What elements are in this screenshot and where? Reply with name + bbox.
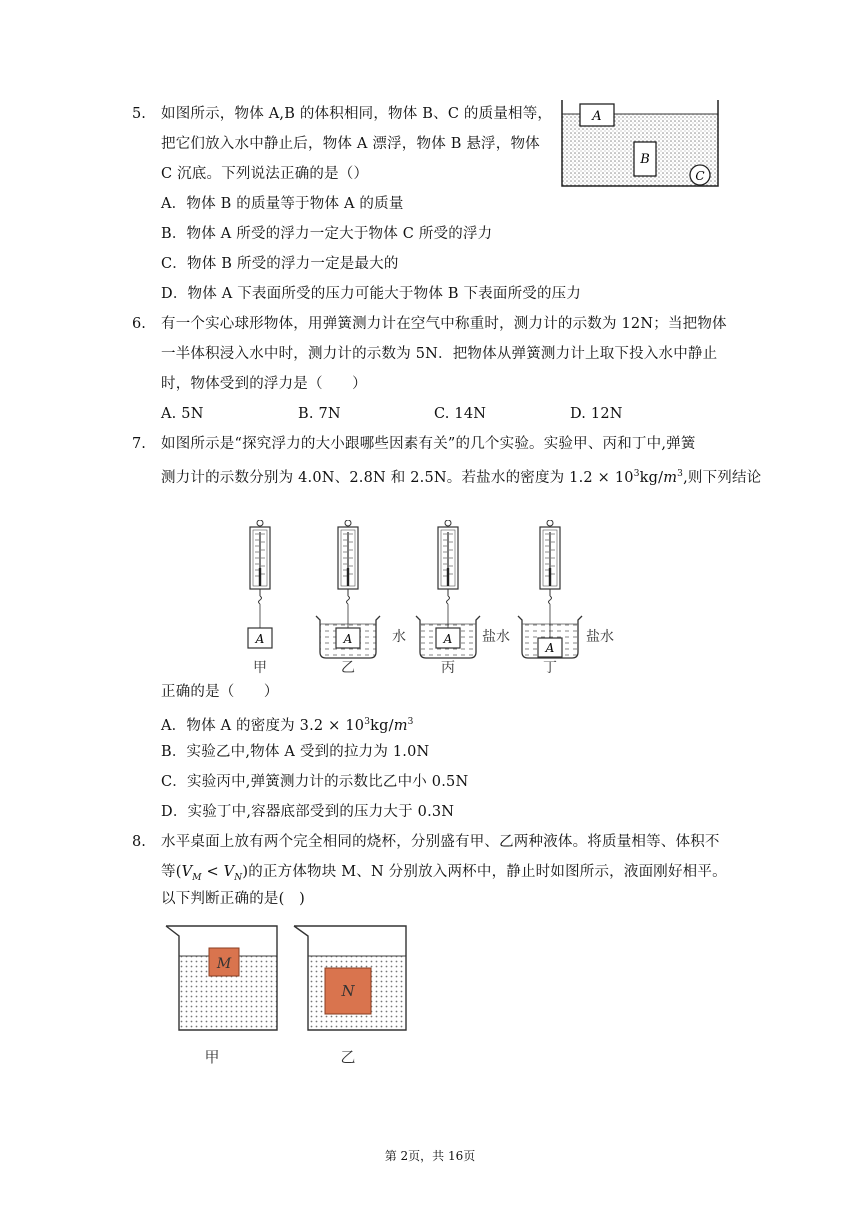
- q6-line-2: 一半体积浸入水中时，测力计的示数为 5N．把物体从弹簧测力计上取下投入水中静止: [161, 346, 718, 362]
- q7-unit-m: m: [663, 469, 678, 486]
- q7-option-a-unit: kg/: [370, 717, 394, 734]
- q5-option-a: A．物体 B 的质量等于物体 A 的质量: [161, 196, 404, 212]
- q8-line-3: 以下判断正确的是( ): [161, 891, 306, 907]
- q8-line-1: 水平桌面上放有两个完全相同的烧杯，分别盛有甲、乙两种液体。将质量相等、体积不: [161, 834, 720, 850]
- q5-line-1: 如图所示，物体 A,B 的体积相同，物体 B、C 的质量相等，: [161, 106, 553, 122]
- q8-line-2-prefix: 等(: [161, 864, 182, 880]
- q7-power-exp: 3: [633, 469, 640, 479]
- q7-option-a-m-exp: 3: [407, 717, 414, 727]
- q7-unit: kg/: [639, 469, 664, 486]
- q8-var-vn-sub: N: [234, 872, 243, 883]
- q7-line-2-suffix: ,则下列结论: [683, 469, 762, 486]
- q5-option-c: C．物体 B 所受的浮力一定是最大的: [161, 256, 399, 272]
- q7-setup-jia: [248, 520, 272, 676]
- q7-caption-jia: 甲: [253, 660, 267, 676]
- q6-option-d: D. 12N: [570, 406, 623, 422]
- q7-option-a-exp: 3: [364, 717, 371, 727]
- q7-option-a-text: A．物体 A 的密度为 3.2: [161, 717, 324, 734]
- spring-scale-icon: [540, 520, 560, 604]
- q7-caption-yi: 乙: [341, 660, 355, 676]
- q7-option-a: [161, 712, 414, 736]
- q7-option-a-base: 10: [345, 717, 365, 734]
- q5-block-b: [634, 142, 656, 176]
- q5-label-a: A: [592, 109, 602, 124]
- spring-scale-icon: [250, 520, 270, 604]
- q6-line-1: 有一个实心球形物体，用弹簧测力计在空气中称重时，测力计的示数为 12N；当把物体: [161, 316, 727, 332]
- q5-label-b: B: [640, 152, 650, 167]
- q5-block-a: [580, 104, 614, 126]
- q7-option-c: C．实验丙中,弹簧测力计的示数比乙中小 0.5N: [161, 774, 469, 790]
- q8-beaker-jia: [166, 926, 277, 1066]
- q7-line-3: 正确的是（ ）: [161, 684, 279, 700]
- q7-liquid-ding: 盐水: [586, 629, 614, 645]
- q8-caption-yi: 乙: [340, 1048, 356, 1066]
- q8-less-than: <: [201, 864, 224, 880]
- q8-block-label-m: M: [216, 956, 232, 972]
- q6-option-c: C. 14N: [434, 406, 487, 422]
- q7-setup-yi: [316, 520, 406, 676]
- q7-option-b: B．实验乙中,物体 A 受到的拉力为 1.0N: [161, 744, 430, 760]
- q7-number: 7.: [132, 436, 146, 452]
- q5-number: 5.: [132, 106, 146, 122]
- spring-scale-icon: [338, 520, 358, 604]
- spring-scale-icon: [438, 520, 458, 604]
- q8-block-label-n: N: [341, 982, 355, 1000]
- q8-var-vm-sub: M: [192, 872, 202, 883]
- q7-power-base: 10: [614, 469, 634, 486]
- q5-option-b: B．物体 A 所受的浮力一定大于物体 C 所受的浮力: [161, 226, 493, 242]
- q7-block-label-bing: A: [443, 632, 453, 646]
- q5-ball-c: [690, 165, 710, 185]
- q8-var-vn: V: [223, 864, 235, 880]
- q7-figure: [228, 520, 624, 680]
- q5-figure: [558, 100, 722, 190]
- q7-block-label-ding: A: [545, 641, 555, 655]
- q6-number: 6.: [132, 316, 146, 332]
- q5-line-2: 把它们放入水中静止后，物体 A 漂浮，物体 B 悬浮，物体: [161, 136, 540, 152]
- q5-line-3: C 沉底。下列说法正确的是（）: [161, 166, 369, 182]
- q7-line-2: [161, 464, 761, 488]
- q7-option-a-times: ×: [328, 717, 341, 734]
- q7-liquid-yi: 水: [392, 629, 406, 645]
- q7-block-label-yi: A: [343, 632, 353, 646]
- q8-figure: [160, 920, 420, 1070]
- q7-block-label-jia: A: [255, 632, 265, 646]
- q7-setup-ding: [518, 520, 614, 676]
- q5-option-d: D．物体 A 下表面所受的压力可能大于物体 B 下表面所受的压力: [161, 286, 582, 302]
- q7-option-a-m: m: [393, 717, 408, 734]
- q8-var-vm: V: [181, 864, 193, 880]
- q7-liquid-bing: 盐水: [482, 629, 510, 645]
- q7-caption-ding: 丁: [543, 660, 557, 676]
- q8-beaker-yi: [294, 926, 406, 1066]
- q6-option-b: B. 7N: [298, 406, 341, 422]
- q7-line-1: 如图所示是“探究浮力的大小跟哪些因素有关”的几个实验。实验甲、丙和丁中,弹簧: [161, 436, 696, 452]
- q5-label-c: C: [695, 169, 705, 183]
- page-footer: 第 2页，共 16页: [384, 1149, 476, 1163]
- q8-caption-jia: 甲: [204, 1048, 220, 1066]
- q7-times-sign: ×: [597, 469, 611, 486]
- q6-line-3: 时，物体受到的浮力是（ ）: [161, 376, 367, 392]
- q8-number: 8.: [132, 834, 146, 850]
- q7-unit-exp: 3: [677, 469, 684, 479]
- q7-option-d: D．实验丁中,容器底部受到的压力大于 0.3N: [161, 804, 455, 820]
- q7-setup-bing: [416, 520, 510, 676]
- q7-caption-bing: 丙: [441, 660, 455, 676]
- q6-option-a: A. 5N: [161, 406, 204, 422]
- q8-line-2: [161, 862, 727, 888]
- q7-line-2-text: 测力计的示数分别为 4.0N、2.8N 和 2.5N。若盐水的密度为 1.2: [161, 469, 593, 486]
- q8-line-2-suffix: )的正方体物块 M、N 分别放入两杯中，静止时如图所示，液面刚好相平。: [242, 864, 727, 880]
